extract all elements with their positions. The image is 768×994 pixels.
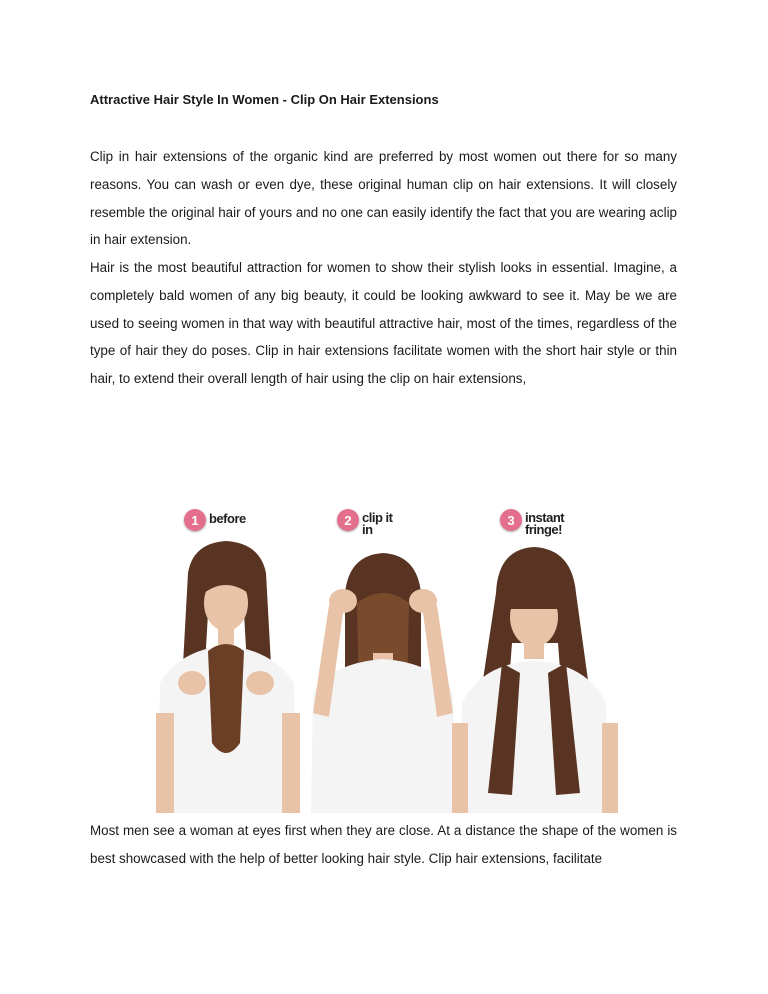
step-label: instant fringe! <box>525 510 565 537</box>
woman-clipping-photo <box>303 533 463 813</box>
paragraph-1: Clip in hair extensions of the organic kind are preferred by most women out there for so many reasons. You can wash or even dye, these original human clip on hair extensions. It will closely resemble the original hair of yours and no one can easily identify the fact that you are wearing aclip in hair extension. <box>90 149 677 248</box>
paragraph-2: Hair is the most beautiful attraction for women to show their stylish looks in essential. Imagine, a completely bald women of any big beauty, it could be looking awkward to see it. May be we are used to seeing women in that way with beautiful attractive hair, most of the times, regardless of the type of hair they do poses. Clip in hair extensions facilitate women with the short hair style or thin hair, to extend their overall length of hair using the clip on hair extensions, <box>90 260 677 387</box>
document-title: Attractive Hair Style In Women - Clip On Hair Extensions <box>90 92 439 107</box>
step-3-caption <box>500 509 569 537</box>
step-label: before <box>209 511 246 526</box>
step-number-badge: 1 <box>184 509 206 531</box>
paragraph-3: Most men see a woman at eyes first when they are close. At a distance the shape of the women is best showcased with the help of better looking hair style. Clip hair extensions, facilitate <box>90 823 677 866</box>
step-number-badge: 2 <box>337 509 359 531</box>
step-1-caption <box>184 509 246 533</box>
step-panel-clip-it-in <box>303 505 463 813</box>
woman-after-photo <box>448 533 622 813</box>
step-number-badge: 3 <box>500 509 522 531</box>
woman-before-photo <box>148 533 308 813</box>
step-2-caption <box>337 509 398 537</box>
hair-extension-steps-illustration <box>148 505 622 813</box>
step-panel-before <box>148 505 308 813</box>
step-panel-instant-fringe <box>448 505 622 813</box>
step-label: clip it in <box>362 510 393 537</box>
